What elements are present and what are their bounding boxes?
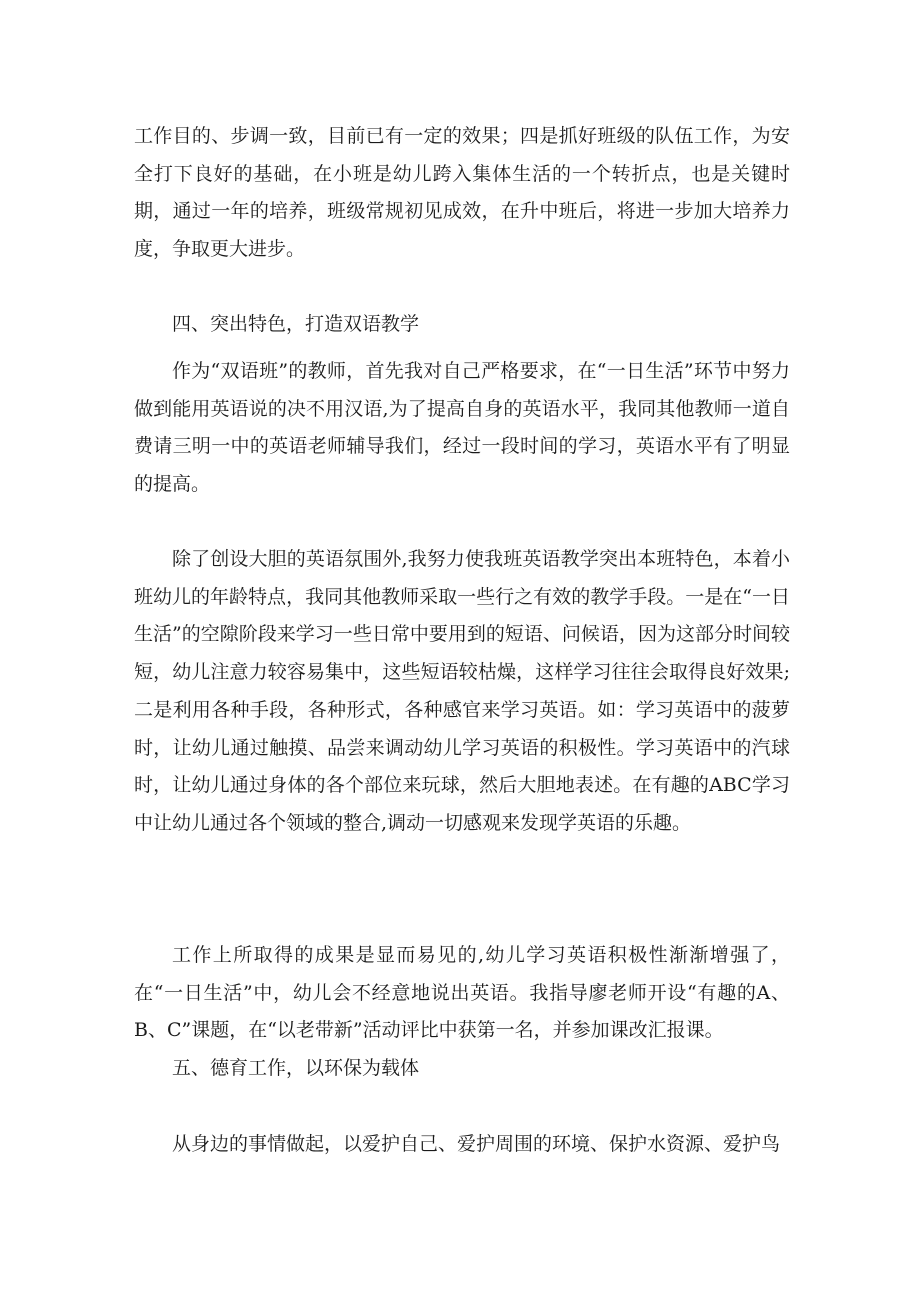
paragraph-english-methods: 除了创设大胆的英语氛围外,我努力使我班英语教学突出本班特色，本着小班幼儿的年龄特点，我同其他教师采取一些行之有效的教学手段。一是在“一日生活”的空隙阶段来学习一些日常中要用到的短语、问候语，因为这部分时间较短，幼儿注意力较容易集中，这些短语较枯燥，这样学习往往会取得良好效果;二是利用各种手段，各种形式，各种感官来学习英语。如：学习英语中的菠萝时，让幼儿通过触摸、品尝来调动幼儿学习英语的积极性。学习英语中的汽球时，让幼儿通过身体的各个部位来玩球，然后大胆地表述。在有趣的ABC学习中让幼儿通过各个领域的整合,调动一切感观来发现学英语的乐趣。 [134, 548, 790, 834]
paragraph-environment: 从身边的事情做起，以爱护自己、爱护周围的环境、保护水资源、爱护鸟 [172, 1133, 781, 1155]
paragraph-results: 工作上所取得的成果是显而易见的,幼儿学习英语积极性渐渐增强了，在“一日生活”中，幼儿会不经意地说出英语。我指导廖老师开设“有趣的A、B、C”课题，在“以老带新”活动评比中获第一名，并参加课改汇报课。 [134, 944, 790, 1042]
section-heading-moral-education: 五、德育工作，以环保为载体 [172, 1057, 420, 1079]
paragraph-bilingual-teacher: 作为“双语班”的教师，首先我对自己严格要求，在“一日生活”环节中努力做到能用英语说的决不用汉语,为了提高自身的英语水平，我同其他教师一道自费请三明一中的英语老师辅导我们，经过一段时间的学习，英语水平有了明显的提高。 [134, 360, 790, 496]
paragraph-team-work: 工作目的、步调一致，目前已有一定的效果；四是抓好班级的队伍工作，为安全打下良好的基础，在小班是幼儿跨入集体生活的一个转折点，也是关键时期，通过一年的培养，班级常规初见成效，在升中班后，将进一步加大培养力度，争取更大进步。 [134, 125, 790, 261]
section-heading-bilingual: 四、突出特色，打造双语教学 [172, 313, 420, 335]
